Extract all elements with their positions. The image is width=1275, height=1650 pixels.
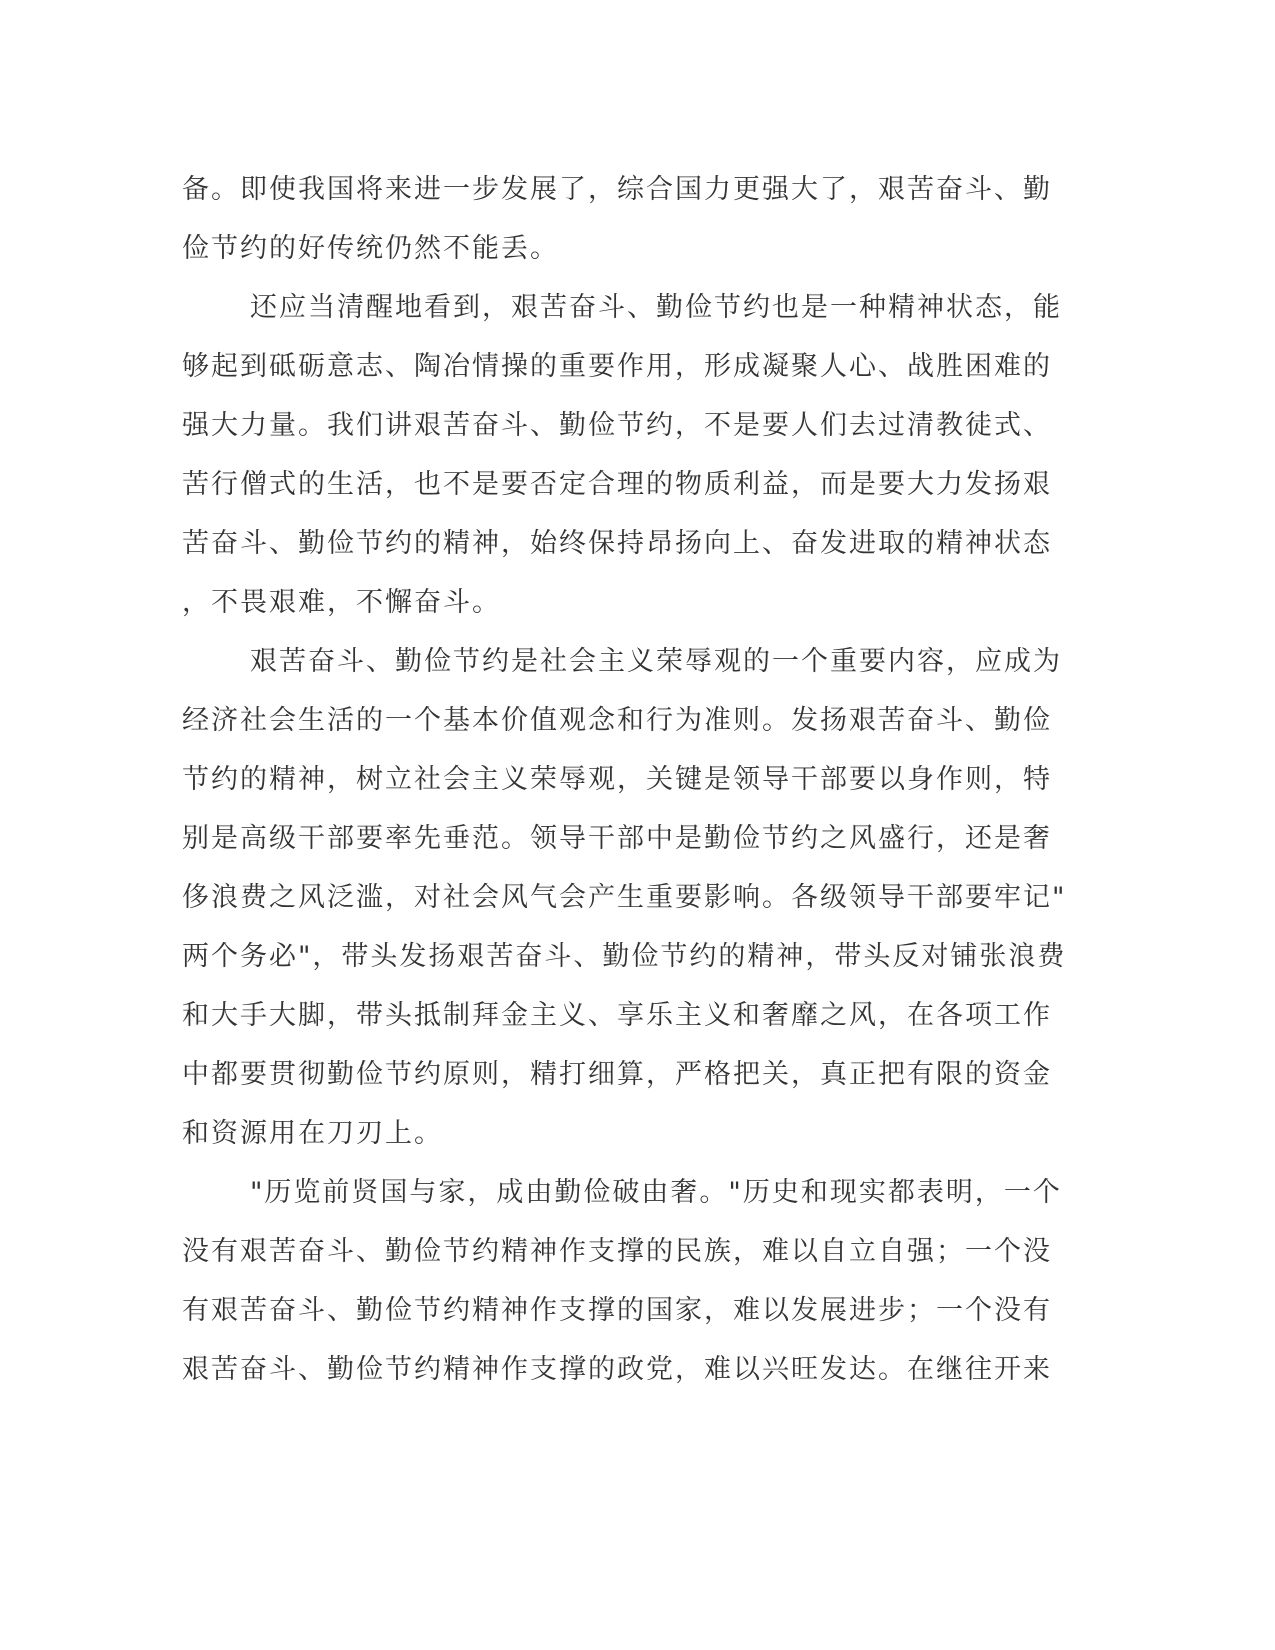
text-line: 两个务必"，带头发扬艰苦奋斗、勤俭节约的精神，带头反对铺张浪费 bbox=[182, 941, 1067, 972]
text-line: 和大手大脚，带头抵制拜金主义、享乐主义和奢靡之风，在各项工作 bbox=[182, 1000, 1052, 1031]
paragraph-first-line: 还应当清醒地看到，艰苦奋斗、勤俭节约也是一种精神状态，能 bbox=[250, 292, 1062, 323]
text-line: 备。即使我国将来进一步发展了，综合国力更强大了，艰苦奋斗、勤 bbox=[182, 174, 1052, 205]
document-body bbox=[182, 160, 1067, 1399]
text-line: 中都要贯彻勤俭节约原则，精打细算，严格把关，真正把有限的资金 bbox=[182, 1059, 1052, 1090]
text-line: 别是高级干部要率先垂范。领导干部中是勤俭节约之风盛行，还是奢 bbox=[182, 823, 1052, 854]
text-line: 俭节约的好传统仍然不能丢。 bbox=[182, 233, 559, 264]
text-line: 苦行僧式的生活，也不是要否定合理的物质利益，而是要大力发扬艰 bbox=[182, 469, 1052, 500]
text-line: 侈浪费之风泛滥，对社会风气会产生重要影响。各级领导干部要牢记" bbox=[182, 882, 1067, 913]
text-line: 够起到砥砺意志、陶冶情操的重要作用，形成凝聚人心、战胜困难的 bbox=[182, 351, 1052, 382]
text-line: 有艰苦奋斗、勤俭节约精神作支撑的国家，难以发展进步；一个没有 bbox=[182, 1295, 1052, 1326]
text-line: 经济社会生活的一个基本价值观念和行为准则。发扬艰苦奋斗、勤俭 bbox=[182, 705, 1052, 736]
text-line: 强大力量。我们讲艰苦奋斗、勤俭节约，不是要人们去过清教徒式、 bbox=[182, 410, 1052, 441]
text-line: 艰苦奋斗、勤俭节约精神作支撑的政党，难以兴旺发达。在继往开来 bbox=[182, 1354, 1052, 1385]
paragraph-first-line: "历览前贤国与家，成由勤俭破由奢。"历史和现实都表明，一个 bbox=[250, 1177, 1062, 1208]
text-line: 苦奋斗、勤俭节约的精神，始终保持昂扬向上、奋发进取的精神状态 bbox=[182, 528, 1052, 559]
text-line: ，不畏艰难，不懈奋斗。 bbox=[182, 587, 501, 618]
paragraph-first-line: 艰苦奋斗、勤俭节约是社会主义荣辱观的一个重要内容，应成为 bbox=[250, 646, 1062, 677]
text-line: 节约的精神，树立社会主义荣辱观，关键是领导干部要以身作则，特 bbox=[182, 764, 1052, 795]
text-line: 没有艰苦奋斗、勤俭节约精神作支撑的民族，难以自立自强；一个没 bbox=[182, 1236, 1052, 1267]
text-line: 和资源用在刀刃上。 bbox=[182, 1118, 443, 1149]
